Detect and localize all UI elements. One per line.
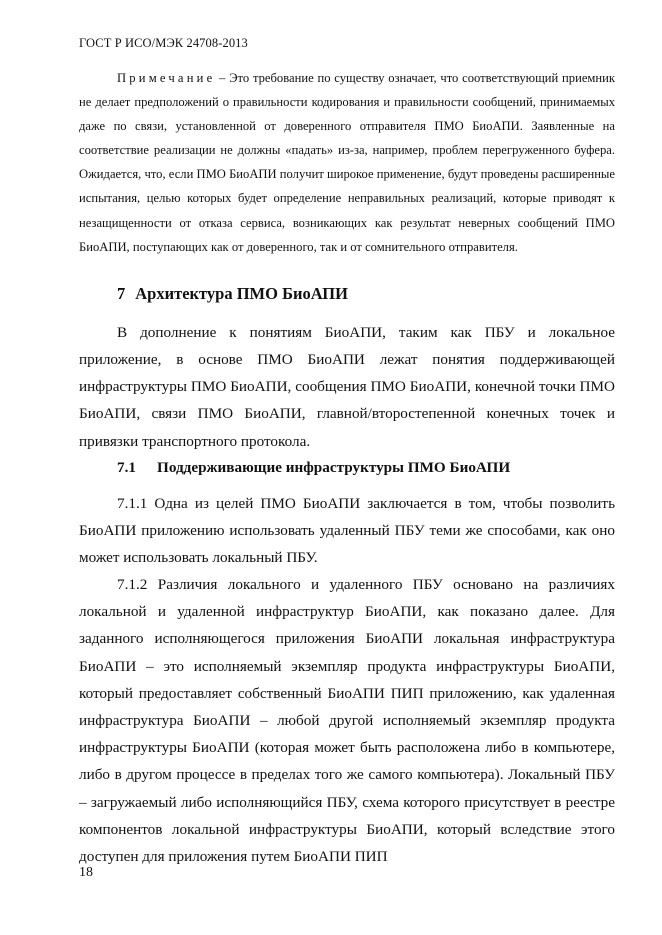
section-7-1-title: Поддерживающие инфраструктуры ПМО БиоАПИ xyxy=(157,459,511,476)
section-7-heading xyxy=(117,284,348,304)
section-7-number: 7 xyxy=(117,284,126,303)
page-number: 18 xyxy=(79,865,93,880)
document-header: ГОСТ Р ИСО/МЭК 24708-2013 xyxy=(79,36,248,50)
paragraph-7-1-1: 7.1.1 Одна из целей ПМО БиоАПИ заключается в том, чтобы позволить БиоАПИ приложению использовать удаленный ПБУ теми же способами, как оно может использовать локальный ПБУ. xyxy=(79,495,615,567)
section-7-intro-paragraph: В дополнение к понятиям БиоАПИ, таким как ПБУ и локальное приложение, в основе ПМО БиоАПИ лежат понятия поддерживающей инфраструктуры ПМО БиоАПИ, сообщения ПМО БиоАПИ, конечной точки ПМО БиоАПИ, связи ПМО БиоАПИ, главной/второстепенной конечных точек и привязки транспортного протокола. xyxy=(79,324,615,450)
note-label: Примечание xyxy=(117,71,216,85)
paragraph-7-1-2: 7.1.2 Различия локального и удаленного ПБУ основано на различиях локальной и удаленной инфраструктур БиоАПИ, как показано далее. Для заданного исполняющегося приложения БиоАПИ локальная инфраструктура БиоАПИ – это исполняемый экземпляр продукта инфраструктуры БиоАПИ, который предоставляет собственный БиоАПИ ПИП приложению, как удаленная инфраструктура БиоАПИ – любой другой исполняемый экземпляр продукта инфраструктуры БиоАПИ (которая может быть расположена либо в компьютере, либо в другом процессе в пределах того же самого компьютера). Локальный ПБУ – загружаемый либо исполняющийся ПБУ, схема которого присутствует в реестре компонентов локальной инфраструктуры БиоАПИ, который вследствие этого доступен для приложения путем БиоАПИ ПИП xyxy=(79,576,615,866)
section-7-1-number: 7.1 xyxy=(117,459,136,476)
section-7-1-heading xyxy=(117,459,510,477)
section-7-title: Архитектура ПМО БиоАПИ xyxy=(135,284,348,303)
note-text: – Это требование по существу означает, что соответствующий приемник не делает предположений о правильности кодирования и правильности сообщений, принимаемых даже по связи, установленной от доверенного отправителя ПМО БиоАПИ. Заявленные на соответствие реализации не должны «падать» из-за, например, проблем перегруженного буфера. Ожидается, что, если ПМО БиоАПИ получит широкое применение, будут проведены расширенные испытания, целью которых будет определение неправильных реализаций, которые приводят к незащищенности от отказа сервиса, возникающих как результат неверных сообщений ПМО БиоАПИ, поступающих как от доверенного, так и от сомнительного отправителя. xyxy=(79,71,615,254)
note-paragraph xyxy=(79,66,615,259)
